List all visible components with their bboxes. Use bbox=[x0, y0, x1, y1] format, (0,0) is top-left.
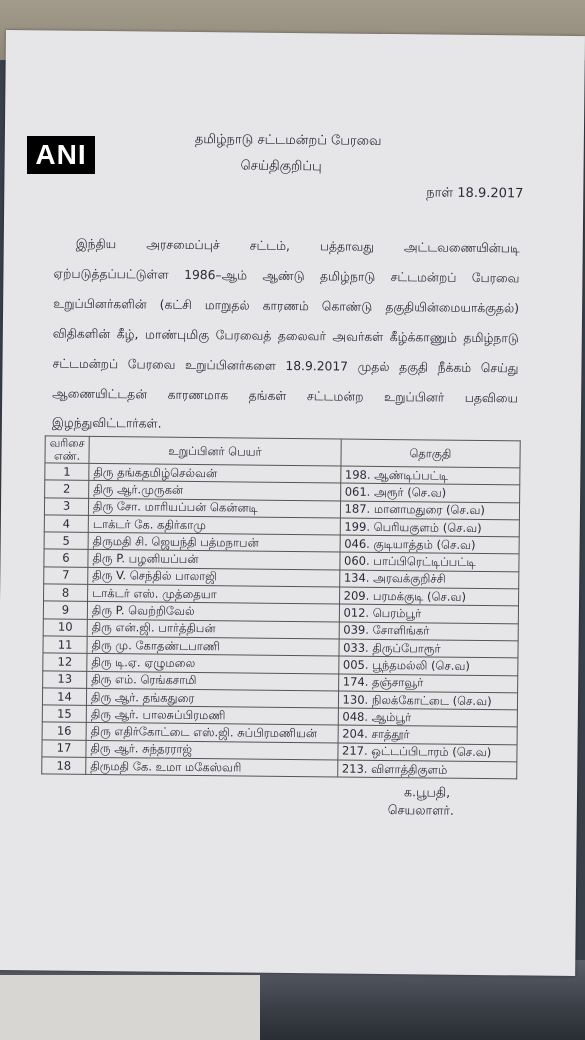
serial-cell: 12 bbox=[43, 653, 87, 671]
constituency-header: தொகுதி bbox=[341, 439, 521, 468]
constituency-cell: 048. ஆம்பூர் bbox=[338, 708, 518, 727]
member-name-cell: திரு P. பழனியப்பன் bbox=[88, 550, 340, 570]
member-name-cell: திரு P. வெற்றிவேல் bbox=[87, 602, 339, 622]
member-name-cell: திரு என்.ஜி. பார்த்திபன் bbox=[87, 619, 339, 639]
constituency-cell: 130. நிலக்கோட்டை (செ.வ) bbox=[338, 691, 518, 710]
constituency-cell: 061. அரூர் (செ.வ) bbox=[340, 483, 520, 502]
constituency-cell: 209. பரமக்குடி (செ.வ) bbox=[339, 587, 519, 606]
member-name-cell: திரு V. செந்தில் பாலாஜி bbox=[88, 567, 340, 587]
assembly-title: தமிழ்நாடு சட்டமன்றப் பேரவை bbox=[194, 131, 382, 149]
member-name-cell: திரு எதிர்கோட்டை எஸ்.ஜி. சுப்பிரமணியன் bbox=[86, 723, 338, 743]
constituency-cell: 174. தஞ்சாவூர் bbox=[338, 674, 518, 693]
document-type: செய்திகுறிப்பு bbox=[240, 158, 322, 175]
constituency-cell: 134. அரவக்குறிச்சி bbox=[339, 570, 519, 589]
constituency-cell: 204. சாத்தூர் bbox=[338, 725, 518, 744]
member-name-cell: திரு ஆர்.முருகன் bbox=[89, 481, 341, 501]
table-row bbox=[42, 757, 517, 779]
serial-cell: 4 bbox=[44, 515, 88, 533]
serial-cell: 13 bbox=[43, 670, 87, 688]
serial-cell: 14 bbox=[42, 688, 86, 706]
constituency-cell: 060. பாப்பிரெட்டிப்பட்டி bbox=[339, 553, 519, 572]
member-name-cell: திருமதி சி. ஜெயந்தி பத்மநாபன் bbox=[88, 533, 340, 553]
table-body bbox=[42, 463, 520, 779]
paragraph-line: உறுப்பினர்களின் (கட்சி மாறுதல் காரணம் கொண்டு தகுதியின்மையாக்குதல்) bbox=[53, 296, 520, 316]
member-name-cell: திரு ஆர். தங்கதுரை bbox=[86, 688, 338, 708]
paragraph-line: ஏற்படுத்தப்பட்டுள்ள 1986–ஆம் ஆண்டு தமிழ்நாடு சட்டமன்றப் பேரவை bbox=[53, 266, 520, 286]
member-name-cell: திரு சோ. மாரியப்பன் கென்னடி bbox=[88, 498, 340, 518]
member-name-cell: திருமதி கே. உமா மகேஸ்வரி bbox=[86, 757, 338, 777]
constituency-cell: 046. குடியாத்தம் (செ.வ) bbox=[340, 535, 520, 554]
member-name-cell: திரு ஆர். சுந்தரராஜ் bbox=[86, 740, 338, 760]
member-name-cell: திரு மு. கோதண்டபாணி bbox=[87, 636, 339, 656]
serial-cell: 10 bbox=[43, 619, 87, 637]
signatory-title: செயலாளர். bbox=[387, 802, 454, 818]
member-name-cell: திரு டி.ஏ. ஏழுமலை bbox=[87, 654, 339, 674]
serial-cell: 11 bbox=[43, 636, 87, 654]
member-name-cell: திரு எம். ரெங்கசாமி bbox=[87, 671, 339, 691]
ani-logo: ANI bbox=[27, 136, 95, 174]
serial-cell: 18 bbox=[42, 757, 86, 775]
serial-cell: 17 bbox=[42, 740, 86, 758]
constituency-cell: 005. பூந்தமல்லி (செ.வ) bbox=[338, 656, 518, 675]
name-header: உறுப்பினர் பெயர் bbox=[89, 436, 341, 466]
document-date: நாள் 18.9.2017 bbox=[426, 185, 524, 202]
serial-cell: 15 bbox=[42, 705, 86, 723]
constituency-cell: 039. சோளிங்கர் bbox=[339, 622, 519, 641]
constituency-cell: 033. திருப்போரூர் bbox=[339, 639, 519, 658]
serial-cell: 5 bbox=[44, 532, 88, 550]
constituency-cell: 217. ஒட்டப்பிடாரம் (செ.வ) bbox=[337, 743, 517, 762]
member-name-cell: டாக்டர் எஸ். முத்தையா bbox=[88, 584, 340, 604]
serial-cell: 2 bbox=[45, 480, 89, 498]
constituency-cell: 012. பெரம்பூர் bbox=[339, 604, 519, 623]
member-name-cell: திரு ஆர். பாலசுப்பிரமணி bbox=[86, 706, 338, 726]
serial-header: வரிசை எண். bbox=[45, 436, 89, 463]
signatory-name: க.பூபதி, bbox=[403, 784, 451, 800]
serial-cell: 6 bbox=[44, 549, 88, 567]
member-name-cell: டாக்டர் கே. கதிர்காமு bbox=[88, 515, 340, 535]
paragraph-line: இந்திய அரசமைப்புச் சட்டம், பத்தாவது அட்டவணையின்படி bbox=[75, 236, 520, 256]
constituency-cell: 187. மானாமதுரை (செ.வ) bbox=[340, 501, 520, 520]
serial-cell: 1 bbox=[45, 463, 89, 481]
serial-cell: 7 bbox=[44, 567, 88, 585]
constituency-cell: 198. ஆண்டிப்பட்டி bbox=[340, 466, 520, 485]
constituency-cell: 199. பெரியகுளம் (செ.வ) bbox=[340, 518, 520, 537]
serial-cell: 16 bbox=[42, 722, 86, 740]
floor-tile bbox=[0, 975, 260, 1040]
paragraph-line: சட்டமன்றப் பேரவை உறுப்பினர்களை 18.9.2017 முதல் தகுதி நீக்கம் செய்து bbox=[52, 356, 519, 376]
paragraph-line: விதிகளின் கீழ், மாண்புமிகு பேரவைத் தலைவர் அவர்கள் கீழ்க்காணும் தமிழ்நாடு bbox=[52, 326, 519, 346]
constituency-cell: 213. விளாத்திகுளம் bbox=[337, 760, 517, 779]
serial-cell: 9 bbox=[43, 601, 87, 619]
serial-cell: 8 bbox=[44, 584, 88, 602]
disqualified-members-table bbox=[41, 435, 521, 779]
member-name-cell: திரு தங்கதமிழ்செல்வன் bbox=[89, 463, 341, 483]
serial-cell: 3 bbox=[44, 498, 88, 516]
paragraph-line: இழந்துவிட்டார்கள். bbox=[51, 415, 162, 431]
paragraph-line: ஆணையிட்டதன் காரணமாக தங்கள் சட்டமன்ற உறுப்பினர் பதவியை bbox=[52, 386, 519, 406]
